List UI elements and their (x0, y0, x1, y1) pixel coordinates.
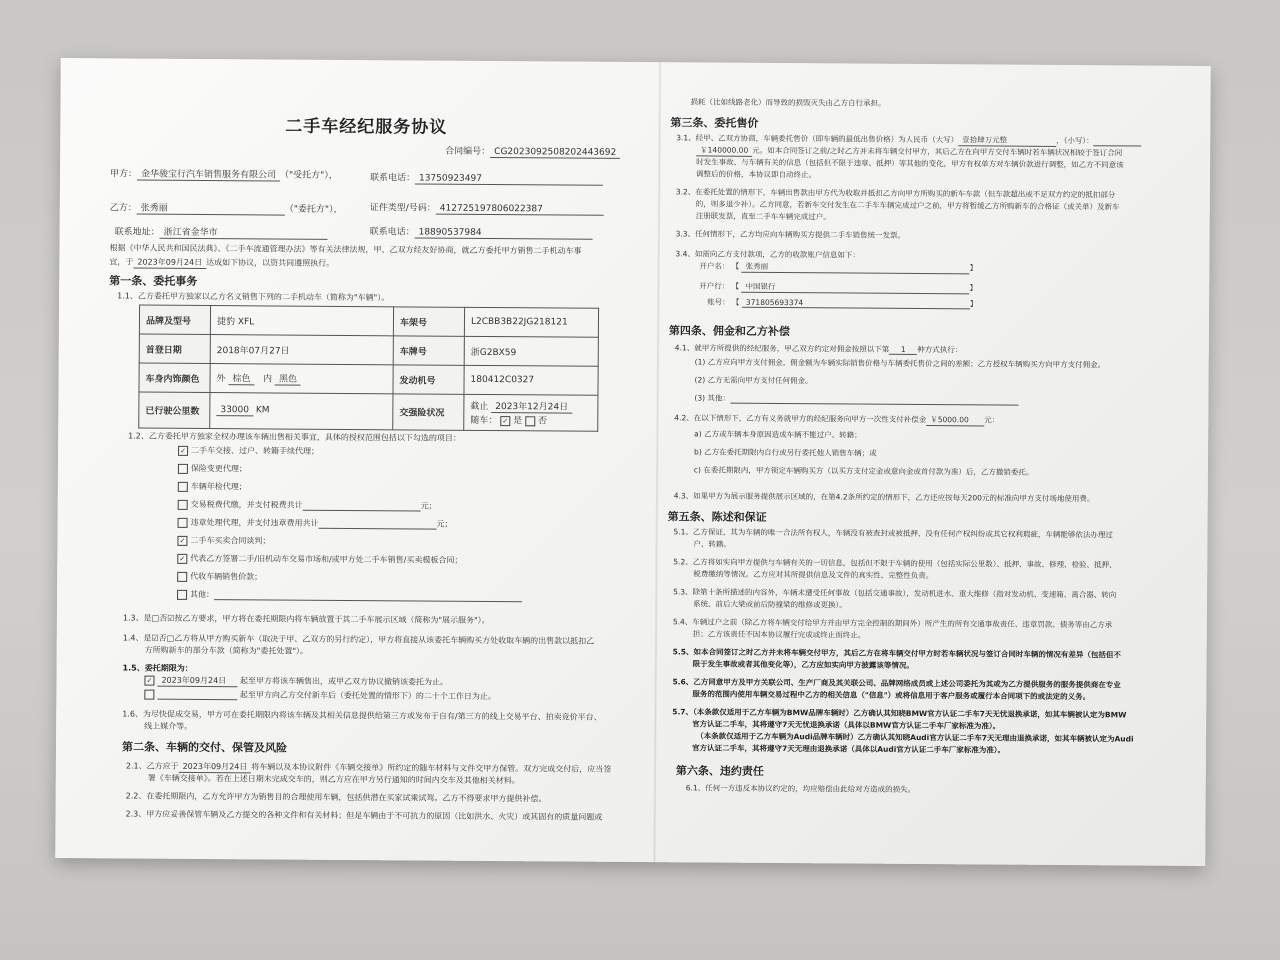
article-4-title: 第四条、佣金和乙方补偿 (668, 324, 790, 339)
clause-4-2: 4.2、在以下情形下，乙方有义务就甲方的经纪服务向甲方一次性支付补偿金 ￥5000.00 元： (674, 413, 1000, 425)
clause-3-2-line-1: 3.2、在委托处置的情形下，车辆出售款由甲方代为收取并抵扣乙方向甲方所购买的新车车款（但车款超出或不足双方约定的抵扣部分 (675, 187, 1116, 200)
option-checkbox[interactable] (178, 517, 188, 527)
mileage-value: 33000 KM (210, 393, 393, 430)
document-title: 二手车经纪服务协议 (285, 116, 448, 138)
option-item: 保险变更代理； (178, 463, 523, 483)
party-b-id: 证件类型/号码： 412725197806022387 (370, 200, 604, 216)
engine-value: 180412C0327 (464, 365, 598, 395)
clause-1-3: 1.3、是□否☑按乙方要求，甲方将在委托期限内将车辆放置于其二手车展示区域（简称为"展示服务"）。 (122, 613, 490, 626)
option-checkbox[interactable] (178, 463, 188, 473)
clause-5-1-line-2: 户、转籍。 (693, 539, 731, 549)
color-label: 车身内饰颜色 (139, 363, 210, 392)
preamble-line-2: 宜，于 2023年09月24日 达成如下协议，以资共同遵照执行。 (109, 257, 335, 268)
article-2-title: 第二条、车辆的交付、保管及风险 (121, 740, 288, 755)
clause-3-1-line-4: 调整后的价格，本协议即自动终止。 (695, 169, 817, 180)
vehicle-info-table (138, 305, 599, 432)
option-item: 车辆年检代理； (178, 481, 523, 501)
account-name: 开户名： 【 张秀丽 】 (699, 261, 978, 273)
clause-1-2: 1.2、乙方委托甲方独家全权办理该车辆出售相关事宜，具体的授权范围包括以下勾选的项目： (128, 431, 461, 443)
article-1-title: 第一条、委托事务 (109, 274, 198, 288)
party-b-address: 联系地址： 浙江省金华市 (115, 224, 328, 239)
engine-label: 发动机号 (393, 365, 464, 394)
vin-value: L2CBB3B22JG218121 (464, 307, 598, 337)
clause-1-4-line-1: 1.4、是☑否□乙方将从甲方购买新车（取决于甲、乙双方的另行约定），甲方将直接从该委托车辆购买方处收取车辆的出售款以抵扣乙 (122, 633, 595, 646)
left-page (101, 58, 641, 822)
clause-1-5-label: 1.5、委托期限为： (122, 663, 193, 673)
option-item: ✓ 二手车交接、过户、转籍手续代理； (178, 445, 523, 465)
article-5-title: 第五条、陈述和保证 (667, 510, 767, 524)
clause-5-3-line-1: 5.3、除第十条所描述的内容外，车辆未遭受任何事故（包括交通事故），发动机进水、重大维修（指对发动机、变速箱、离合器、转向 (673, 587, 1117, 600)
clause-5-2-line-1: 5.2、乙方将如实向甲方提供与车辆有关的一切信息，包括但不限于车辆的使用（包括实际公里数）、抵押、事故、修理、检验、抵押、 (673, 557, 1117, 570)
clause-5-7-line-2: 官方认证二手车，其将遵守7天无忧退换承诺（具体以BMW官方认证二手车厂家标准为准）。 (692, 719, 1001, 731)
clause-3-3: 3.3、任何情形下，乙方均应向车辆购买方提供二手车销售统一发票。 (675, 229, 906, 240)
continued-text: 损耗（比如线路老化）而导致的损毁灭失由乙方自行承担。 (690, 97, 886, 108)
clause-2-1-line-1: 2.1、乙方应于 2023年09月24日 将车辆以及本协议附件《车辆交接单》所约定的随车材料与文件交甲方保管。双方完成交付后，应当签 (125, 761, 612, 774)
account-bank: 开户行： 【 中国银行 】 (699, 281, 978, 293)
account-number: 账号： 【 371805693374 】 (707, 297, 978, 309)
clause-5-4-line-1: 5.4、车辆过户之前（除乙方将车辆交付给甲方并由甲方完全控制的期间外）所产生的所有交通事故责任、违章罚款、债务等由乙方承 (672, 617, 1113, 630)
article-6-title: 第六条、违约责任 (675, 764, 764, 778)
option-checkbox[interactable]: ✓ (177, 553, 187, 563)
party-b: 乙方： 张秀丽 （"委托方"）， (110, 200, 343, 216)
clause-4-2-b: b) 乙方在委托期限内自行或另行委托他人销售车辆；或 (694, 447, 877, 458)
term-checkbox-1[interactable]: ✓ (144, 675, 154, 685)
contract-sheet (55, 58, 1211, 866)
clause-5-2-line-2: 税费缴纳等情况。乙方应对其所提供信息及文件的真实性、完整性负责。 (693, 569, 934, 581)
option-item: ✓ 代表乙方签署二手/旧机动车交易市场和/或甲方处二手车销售/买卖模板合同； (177, 553, 522, 573)
clause-4-2-a: a) 乙方或车辆本身原因造成车辆不能过户、转籍； (694, 429, 862, 440)
option-item: 代收车辆销售价款； (177, 571, 522, 591)
clause-4-1: 4.1、就甲方所提供的经纪服务，甲乙双方约定对佣金按照以下第 1 种方式执行： (674, 343, 963, 355)
clause-5-7-line-3: （本条款仅适用于乙方车辆为Audi品牌车辆时）乙方确认其知晓Audi官方认证二手车7天无理由退换承诺，如其车辆被认定为Audi (696, 731, 1134, 744)
clause-5-1-line-1: 5.1、乙方保证，其为车辆的唯一合法所有权人，车辆没有被查封或被抵押、没有任何产权纠纷或其它权利瑕疵，车辆能够依法办理过 (673, 527, 1113, 540)
option-item: ✓ 二手车买卖合同谈判； (177, 535, 522, 555)
clause-4-2-c: c) 在委托期限内，甲方锁定车辆购买方（以买方支付定金或意向金或首付款为准）后，乙方撤销委托。 (693, 465, 1034, 477)
term-checkbox-2[interactable] (144, 689, 154, 699)
insurance-value: 截止 2023年12月24日 随车： ✓ 是 否 (464, 394, 598, 431)
clause-1-6-line-1: 1.6、为尽快促成交易，甲方可在委托期限内将该车辆及其相关信息提供给第三方或发布于自有/第三方的线上交易平台、拍卖竞价平台、 (122, 709, 602, 722)
clause-5-5-line-2: 限于发生事故或者其他变化等），乙方应如实向甲方披露该等情况。 (692, 659, 914, 670)
mileage-label: 已行驶公里数 (139, 392, 210, 428)
party-a: 甲方： 金华骏宝行汽车销售服务有限公司 （"受托方"）， (110, 166, 338, 182)
option-checkbox[interactable]: ✓ (177, 535, 187, 545)
contract-number: 合同编号： CG2023092508202443692 (445, 144, 620, 159)
plate-value: 浙G2BX59 (464, 336, 598, 366)
clause-3-4: 3.4、如需向乙方支付款项，乙方的收款账户信息如下： (675, 249, 860, 260)
clause-5-6-line-2: 服务的范围内使用车辆交易过程中乙方的相关信息（"信息"）或将信息用于客户服务或履行本合同项下的或法定的义务。 (692, 689, 1091, 702)
clause-1-5-line-1: ✓ 2023年09月24日 起至甲方将该车辆售出，或甲乙双方协议撤销该委托为止。 (144, 675, 448, 689)
clause-2-1-line-2: 署《车辆交接单》。若在上述日期未完成交车的，则乙方应在甲方另行通知的时间内交车及其他相关材料。 (147, 773, 520, 786)
option-checkbox[interactable] (177, 589, 187, 599)
party-a-phone: 联系电话： 13750923497 (370, 170, 603, 186)
brand-label: 品牌及型号 (139, 305, 210, 334)
option-item: 交易税费代缴，并支付税费共计 元； (178, 499, 523, 519)
option-checkbox[interactable] (178, 499, 188, 509)
insurance-no-checkbox[interactable] (525, 416, 535, 426)
clause-3-2-line-3: 注册联发票，直至二手车车辆完成过户。 (695, 211, 831, 222)
clause-4-3: 4.3、如果甲方为展示服务提供展示区域的，在第4.2条所约定的情形下，乙方还应按每天200元的标准向甲方支付场地使用费。 (673, 491, 1095, 504)
clause-2-3: 2.3、甲方应妥善保管车辆及乙方提交的各种文件和有关材料；但是车辆由于不可抗力的原因（比如洪水、火灾）或其固有的质量问题或 (125, 809, 603, 822)
party-b-phone: 联系电话： 18890537984 (370, 224, 593, 240)
option-item: 违章处理代理，并支付违章费用共计 元； (177, 517, 522, 537)
preamble-line-1: 根据《中华人民共和国民法典》、《二手车流通管理办法》等有关法律法规，甲、乙双方经友好协商，就乙方委托甲方销售二手机动车事 (109, 243, 582, 256)
vin-label: 车架号 (393, 307, 464, 336)
clause-1-1: 1.1、乙方委托甲方独家以乙方名义销售下列的二手机动车（简称为"车辆"）。 (117, 291, 390, 303)
clause-1-5-line-2: 起至甲方向乙方交付新车后（委托处置的情形下）的二十个工作日为止。 (144, 689, 496, 702)
paper-fold (653, 62, 662, 862)
option-checkbox[interactable] (177, 571, 187, 581)
clause-5-7-line-4: 官方认证二手车，其将遵守7天无理由退换承诺（具体以Audi官方认证二手车厂家标准为准）。 (691, 743, 1006, 755)
authorization-options (177, 445, 523, 609)
clause-4-1-option-2: (2) 乙方无需向甲方支付任何佣金。 (694, 375, 813, 386)
clause-4-1-option-1: (1) 乙方应向甲方支付佣金，佣金额为车辆实际销售价格与车辆委托售价之间的差额；乙方授权车辆购买方向甲方支付佣金。 (694, 357, 1106, 370)
insurance-label: 交强险状况 (393, 394, 464, 430)
clause-5-6-line-1: 5.6、乙方同意甲方及甲方关联公司、生产厂商及其关联公司、品牌网络成员或上述公司委托为其或为乙方提供服务的服务提供商在专业 (672, 677, 1121, 690)
article-3-title: 第三条、委托售价 (670, 116, 759, 130)
clause-5-4-line-2: 担；乙方该责任不因本协议履行完成或终止而终止。 (692, 629, 866, 640)
insurance-yes-checkbox[interactable]: ✓ (500, 416, 510, 426)
clause-4-1-option-3: (3) 其他： (694, 392, 1018, 405)
plate-label: 车牌号 (393, 336, 464, 365)
clause-3-1-line-1: 3.1、经甲、乙双方协商，车辆委托售价（即车辆的最低出售价格）为人民币（大写） 壹拾肆万元整 ，（小写）： (676, 132, 1142, 147)
clause-5-3-line-2: 系统、前后大梁或前后防撞梁的维修或更换）。 (692, 599, 847, 610)
right-page (667, 62, 1191, 794)
clause-3-1-line-3: 时发生事故、与车辆有关的信息（包括但不限于违章、抵押）等其他的变化，甲方有权单方对车辆价款进行调整，如乙方不同意该 (696, 157, 1124, 170)
brand-value: 捷豹 XFL (210, 306, 393, 336)
clause-6-1: 6.1、任何一方违反本协议约定的，均应赔偿由此给对方造成的损失。 (685, 783, 916, 794)
reg-date-value: 2018年07月27日 (210, 335, 393, 365)
clause-5-7-line-1: 5.7、（本条款仅适用于乙方车辆为BMW品牌车辆时）乙方确认其知晓BMW官方认证二手车7天无忧退换承诺，如其车辆被认定为BMW (672, 707, 1127, 720)
color-value: 外 棕色 内 黑色 (210, 364, 393, 394)
clause-5-5-line-1: 5.5、如本合同签订之时乙方并未将车辆交付甲方，其后乙方在将车辆交付甲方时若车辆状况与签订合同时车辆的情况有差异（包括但不 (672, 647, 1121, 660)
clause-1-4-line-2: 方所购新车的部分车款（简称为"委托处置"）。 (144, 645, 309, 656)
clause-1-6-line-2: 线上媒介等。 (144, 721, 193, 731)
clause-2-2: 2.2、在委托期限内，乙方允许甲方为销售目的合理使用车辆，包括供潜在买家试乘试驾。乙方不得要求甲方提供补偿。 (125, 791, 547, 804)
option-item: 其他： (177, 589, 522, 609)
clause-3-1-line-2: ￥140000.00 元。如本合同签订之前/之时乙方并未将车辆交付甲方，其后乙方在向甲方交付车辆时若车辆状况相较于签订合同 (696, 144, 1122, 159)
option-checkbox[interactable]: ✓ (178, 445, 188, 455)
reg-date-label: 首登日期 (139, 334, 210, 363)
clause-3-2-line-2: 的，则多退少补）。乙方同意，若新车交付发生在二手车车辆完成过户之前，甲方将暂缓乙方所购新车的合格证（或关单）及新车 (695, 199, 1120, 212)
option-checkbox[interactable] (178, 481, 188, 491)
